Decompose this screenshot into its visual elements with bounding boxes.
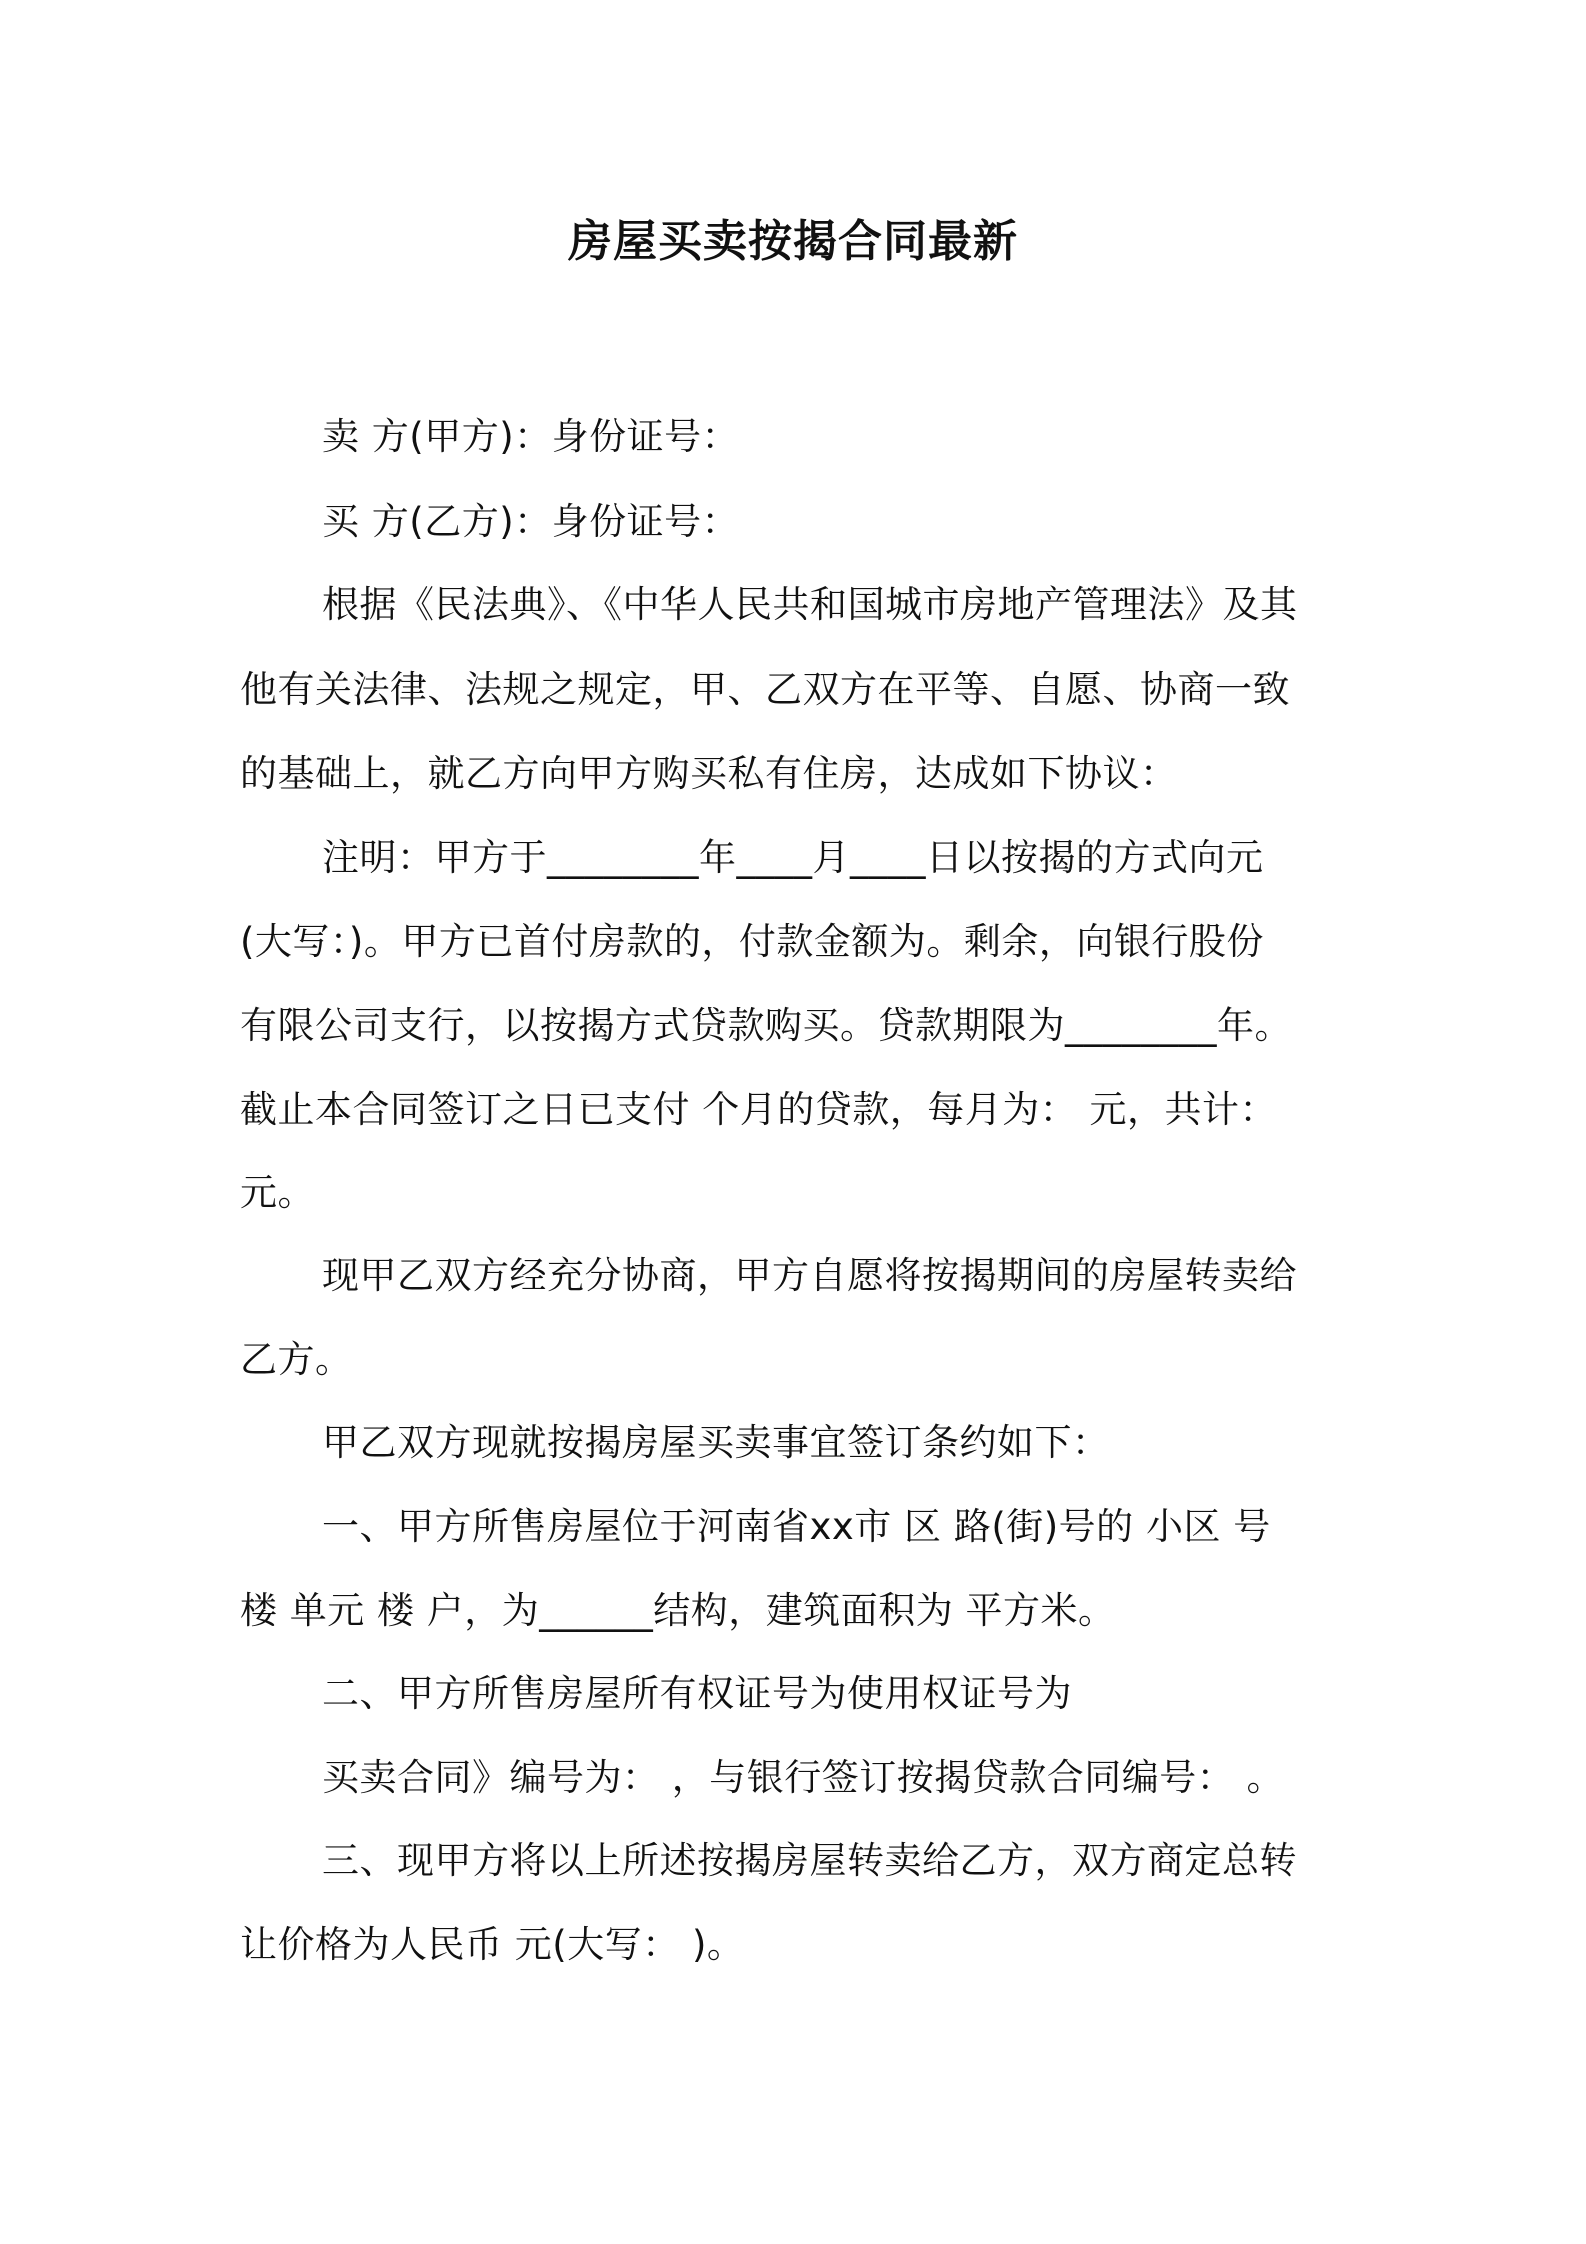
paragraph-line: 截止本合同签订之日已支付 个月的贷款，每月为： 元，共计： <box>240 1088 1278 1131</box>
clause-2-line: 二、甲方所售房屋所有权证号为使用权证号为 <box>322 1672 1072 1715</box>
clause-2-line: 买卖合同》编号为： ，与银行签订按揭贷款合同编号： 。 <box>322 1756 1285 1799</box>
seller-line: 卖 方(甲方)：身份证号： <box>322 415 740 458</box>
paragraph-line: 元。 <box>240 1171 315 1214</box>
clause-3-line: 三、现甲方将以上所述按揭房屋转卖给乙方，双方商定总转 <box>322 1839 1297 1882</box>
paragraph-line: 现甲乙双方经充分协商，甲方自愿将按揭期间的房屋转卖给 <box>322 1254 1297 1297</box>
clause-3-line: 让价格为人民币 元(大写： )。 <box>240 1923 745 1966</box>
paragraph-line: 他有关法律、法规之规定，甲、乙双方在平等、自愿、协商一致 <box>240 668 1290 711</box>
clause-1-line: 楼 单元 楼 户，为______结构，建筑面积为 平方米。 <box>240 1589 1116 1632</box>
clause-1-line: 一、甲方所售房屋位于河南省xx市 区 路(街)号的 小区 号 <box>322 1505 1271 1548</box>
paragraph-line: 乙方。 <box>240 1338 353 1381</box>
paragraph-line: 注明：甲方于________年____月____日以按揭的方式向元 <box>322 836 1264 879</box>
paragraph-line: 根据《民法典》、《中华人民共和国城市房地产管理法》及其 <box>322 583 1298 626</box>
paragraph-line: 的基础上，就乙方向甲方购买私有住房，达成如下协议： <box>240 752 1178 795</box>
paragraph-line: 有限公司支行，以按揭方式贷款购买。贷款期限为________年。 <box>240 1004 1292 1047</box>
buyer-line: 买 方(乙方)：身份证号： <box>322 500 740 543</box>
paragraph-line: 甲乙双方现就按揭房屋买卖事宜签订条约如下： <box>322 1421 1110 1464</box>
paragraph-line: (大写：)。甲方已首付房款的，付款金额为。剩余，向银行股份 <box>240 920 1264 963</box>
document-title: 房屋买卖按揭合同最新 <box>568 216 1018 267</box>
